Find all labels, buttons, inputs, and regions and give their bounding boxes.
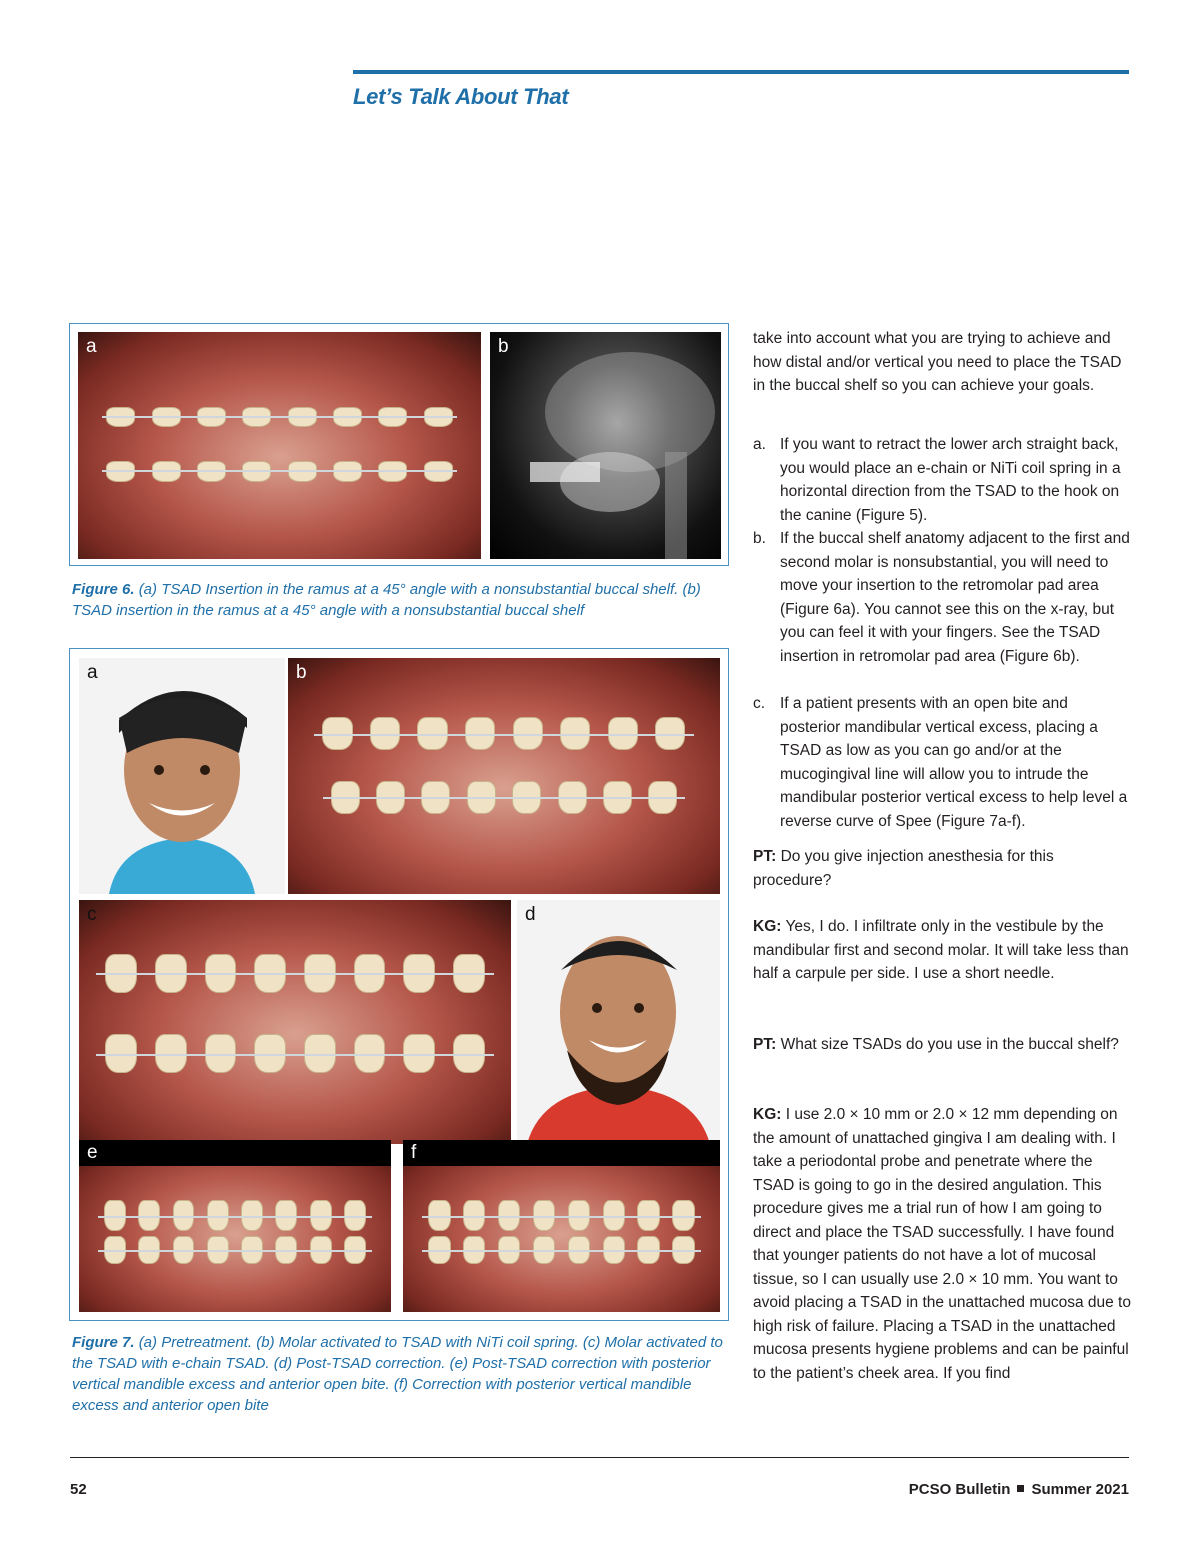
header-rule bbox=[353, 70, 1129, 74]
qa-block bbox=[753, 1033, 1131, 1057]
figure-7-caption bbox=[72, 1332, 728, 1416]
speaker-label: KG: bbox=[753, 918, 782, 935]
separator-square-icon bbox=[1017, 1485, 1024, 1492]
qa-text: What size TSADs do you use in the buccal shelf? bbox=[780, 1036, 1119, 1053]
qa-paragraph bbox=[753, 845, 1131, 892]
page-number: 52 bbox=[70, 1481, 87, 1498]
footer-rule bbox=[70, 1457, 1129, 1458]
figure-7c-photo bbox=[79, 900, 511, 1144]
publication-info bbox=[909, 1481, 1129, 1498]
panel-label: c bbox=[87, 904, 97, 925]
figure-7f-photo bbox=[403, 1140, 720, 1312]
caption-text: (a) TSAD Insertion in the ramus at a 45° angle with a nonsubstantial buccal shelf. (b) TSAD insertion in the ramus at a 45° angle with a nonsubstantial buccal shelf bbox=[72, 581, 701, 619]
speaker-label: PT: bbox=[753, 1036, 777, 1053]
panel-label: a bbox=[86, 336, 97, 357]
caption-label: Figure 6. bbox=[72, 581, 135, 598]
speaker-label: PT: bbox=[753, 848, 777, 865]
publication-name: PCSO Bulletin bbox=[908, 1481, 1011, 1498]
caption-label: Figure 7. bbox=[72, 1334, 135, 1351]
section-title: Let’s Talk About That bbox=[353, 84, 569, 109]
panel-label: b bbox=[498, 336, 509, 357]
qa-block bbox=[753, 915, 1131, 986]
portrait-graphic bbox=[517, 900, 720, 1144]
issue-date: Summer 2021 bbox=[1031, 1481, 1129, 1498]
qa-paragraph bbox=[753, 1033, 1131, 1057]
qa-text: Do you give injection anesthesia for this procedure? bbox=[753, 848, 1054, 889]
figure-6 bbox=[69, 323, 729, 566]
figure-6-caption bbox=[72, 579, 734, 621]
panel-label: b bbox=[296, 662, 307, 683]
skull-xray-graphic bbox=[490, 332, 721, 559]
panel-label: a bbox=[87, 662, 98, 683]
list-marker: c. bbox=[753, 695, 766, 712]
panel-label: d bbox=[525, 904, 536, 925]
intro-paragraph: take into account what you are trying to achieve and how distal and/or vertical you need to place the TSAD in the buccal shelf so you can achieve your goals. bbox=[753, 330, 1122, 394]
list-item bbox=[753, 527, 1131, 691]
list-text: If you want to retract the lower arch straight back, you would place an e-chain or NiTi coil spring in a horizontal direction from the TSAD to the hook on the canine (Figure 5). bbox=[780, 436, 1121, 524]
qa-paragraph bbox=[753, 915, 1131, 986]
list-marker: b. bbox=[753, 530, 766, 547]
qa-paragraph bbox=[753, 1103, 1131, 1385]
speaker-label: KG: bbox=[753, 1106, 782, 1123]
panel-label: e bbox=[79, 1140, 391, 1166]
figure-7a-photo bbox=[79, 658, 285, 894]
qa-text: Yes, I do. I infiltrate only in the vestibule by the mandibular first and second molar. It will take less than half a carpule per side. I use a short needle. bbox=[753, 918, 1129, 982]
figure-6b-xray bbox=[490, 332, 721, 559]
figure-7d-photo bbox=[517, 900, 720, 1144]
list-item bbox=[753, 692, 1131, 832]
list-item bbox=[753, 433, 1131, 527]
qa-text: I use 2.0 × 10 mm or 2.0 × 12 mm depending on the amount of unattached gingiva I am dealing with. I take a periodontal probe and penetrate where the TSAD is going to go in the desired angulation. This procedure gives me a trial run of how I am going to direct and place the TSAD successfully. I have found that younger patients do not have a lot of mucosal tissue, so I can usually use 2.0 × 10 mm. You want to avoid placing a TSAD in the unattached mucosa due to high risk of failure. Placing a TSAD in the unattached mucosa presents hygiene problems and can be painful to the patient’s cheek area. If you find bbox=[753, 1106, 1131, 1382]
list-marker: a. bbox=[753, 436, 766, 453]
list-text: If the buccal shelf anatomy adjacent to the first and second molar is nonsubstantial, you will need to move your insertion to the retromolar pad area (Figure 6a). You cannot see this on the x-ray, but you can feel it with your fingers. See the TSAD insertion in retromolar pad area (Figure 6b). bbox=[780, 530, 1130, 665]
figure-7e-photo bbox=[79, 1140, 391, 1312]
figure-7 bbox=[69, 648, 729, 1321]
figure-6a-photo bbox=[78, 332, 481, 559]
qa-block bbox=[753, 1103, 1131, 1385]
portrait-graphic bbox=[79, 658, 285, 894]
figure-7b-photo bbox=[288, 658, 720, 894]
caption-text: (a) Pretreatment. (b) Molar activated to TSAD with NiTi coil spring. (c) Molar activated to the TSAD with e-chain TSAD. (d) Post-TSAD correction. (e) Post-TSAD correction with posterior vertical mandible excess and anterior open bite. (f) Correction with posterior vertical mandible excess and anterior open bite bbox=[72, 1334, 723, 1414]
qa-block bbox=[753, 845, 1131, 892]
list-text: If a patient presents with an open bite and posterior mandibular vertical excess, placing a TSAD as low as you can go and/or at the mucogingival line will allow you to intrude the mandibular posterior vertical excess to help level a reverse curve of Spee (Figure 7a-f). bbox=[780, 695, 1128, 830]
body-intro bbox=[753, 327, 1131, 398]
panel-label: f bbox=[403, 1140, 720, 1166]
